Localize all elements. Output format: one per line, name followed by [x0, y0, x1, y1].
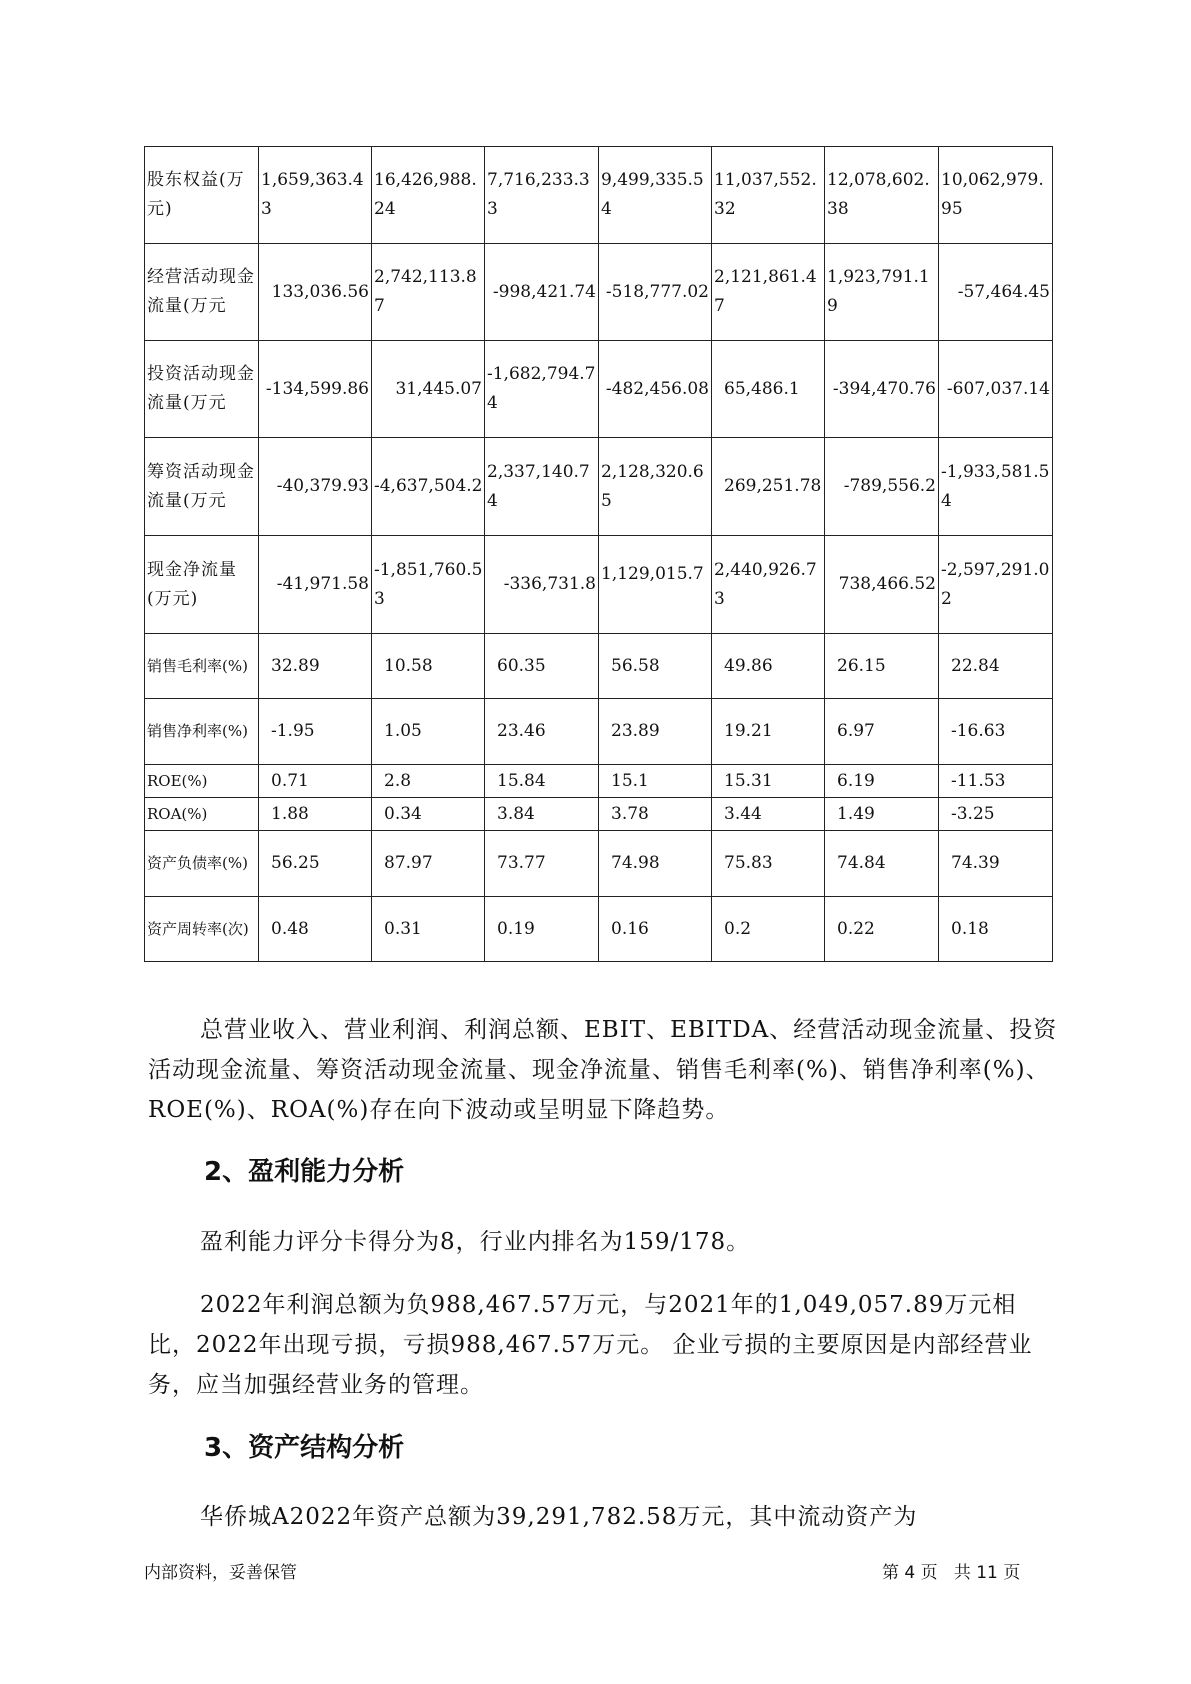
paragraph-text: 盈利能力评分卡得分为8，行业内排名为159/178。	[200, 1229, 751, 1255]
table-cell: 0.2	[712, 897, 825, 962]
table-cell: -1,933,581.54	[939, 438, 1053, 536]
table-cell: 3.44	[712, 798, 825, 831]
table-cell: -2,597,291.02	[939, 536, 1053, 634]
table-cell: 23.89	[599, 699, 712, 765]
table-cell: 11,037,552.32	[712, 147, 825, 244]
table-cell: -1.95	[259, 699, 372, 765]
table-cell: 26.15	[825, 634, 939, 699]
row-label: 销售毛利率(%)	[145, 634, 259, 699]
table-row	[145, 798, 1053, 831]
table-cell: 74.39	[939, 831, 1053, 897]
table-cell: 65,486.1	[712, 341, 825, 438]
table-cell: 0.31	[372, 897, 485, 962]
table-cell: 0.22	[825, 897, 939, 962]
table-cell: 0.34	[372, 798, 485, 831]
table-cell: -336,731.8	[485, 536, 599, 634]
table-cell: 75.83	[712, 831, 825, 897]
row-label: 资产负债率(%)	[145, 831, 259, 897]
table-cell: 56.58	[599, 634, 712, 699]
paragraph-text: 总营业收入、营业利润、利润总额、EBIT、EBITDA、经营活动现金流量、投资活动现金流量、筹资活动现金流量、现金净流量、销售毛利率(%)、销售净利率(%)、ROE(%)、ROA(%)存在向下波动或呈明显下降趋势。	[148, 1017, 1058, 1123]
table-cell: 49.86	[712, 634, 825, 699]
row-label: 股东权益(万元)	[145, 147, 259, 244]
table-cell: -4,637,504.2	[372, 438, 485, 536]
table-cell: 31,445.07	[372, 341, 485, 438]
table-cell: -518,777.02	[599, 244, 712, 341]
table-row	[145, 634, 1053, 699]
table-cell: 19.21	[712, 699, 825, 765]
trend-summary-paragraph	[148, 1010, 1058, 1130]
profit-loss-paragraph	[148, 1285, 1058, 1405]
table-cell: 0.18	[939, 897, 1053, 962]
table-cell: 1,923,791.19	[825, 244, 939, 341]
table-cell: 1,129,015.7	[599, 536, 712, 634]
table-cell: -16.63	[939, 699, 1053, 765]
table-cell: 56.25	[259, 831, 372, 897]
table-cell: 74.98	[599, 831, 712, 897]
table-cell: 6.97	[825, 699, 939, 765]
row-label: 资产周转率(次)	[145, 897, 259, 962]
table-cell: -40,379.93	[259, 438, 372, 536]
table-cell: -3.25	[939, 798, 1053, 831]
table-cell: 0.71	[259, 765, 372, 798]
table-cell: 74.84	[825, 831, 939, 897]
paragraph-text: 2022年利润总额为负988,467.57万元，与2021年的1,049,057.89万元相比，2022年出现亏损，亏损988,467.57万元。 企业亏损的主要原因是内部经营业务，应当加强经营业务的管理。	[148, 1292, 1033, 1398]
table-cell: -482,456.08	[599, 341, 712, 438]
row-label: 筹资活动现金流量(万元	[145, 438, 259, 536]
table-cell: 2.8	[372, 765, 485, 798]
table-cell: 60.35	[485, 634, 599, 699]
table-cell: 32.89	[259, 634, 372, 699]
table-cell: 1.49	[825, 798, 939, 831]
table-cell: 7,716,233.33	[485, 147, 599, 244]
table-cell: 6.19	[825, 765, 939, 798]
table-cell: -789,556.2	[825, 438, 939, 536]
table-row	[145, 765, 1053, 798]
table-row	[145, 897, 1053, 962]
table-cell: 133,036.56	[259, 244, 372, 341]
table-cell: -998,421.74	[485, 244, 599, 341]
table-cell: 738,466.52	[825, 536, 939, 634]
table-cell: 12,078,602.38	[825, 147, 939, 244]
table-cell: 1,659,363.43	[259, 147, 372, 244]
table-row	[145, 699, 1053, 765]
table-cell: 10,062,979.95	[939, 147, 1053, 244]
table-cell: 15.31	[712, 765, 825, 798]
table-cell: 73.77	[485, 831, 599, 897]
section-heading-profitability: 2、盈利能力分析	[204, 1157, 405, 1187]
table-cell: 1.88	[259, 798, 372, 831]
section-heading-asset-structure: 3、资产结构分析	[204, 1433, 405, 1463]
footer-confidential-note: 内部资料，妥善保管	[144, 1563, 297, 1583]
table-cell: 0.16	[599, 897, 712, 962]
row-label: ROA(%)	[145, 798, 259, 831]
table-cell: 2,742,113.87	[372, 244, 485, 341]
table-cell: 269,251.78	[712, 438, 825, 536]
table-row	[145, 244, 1053, 341]
table-cell: 23.46	[485, 699, 599, 765]
table-cell: 9,499,335.54	[599, 147, 712, 244]
row-label: 销售净利率(%)	[145, 699, 259, 765]
table-cell: 0.19	[485, 897, 599, 962]
footer-page-number: 第 4 页 共 11 页	[882, 1563, 1021, 1583]
table-cell: -41,971.58	[259, 536, 372, 634]
table-cell: -134,599.86	[259, 341, 372, 438]
table-cell: 10.58	[372, 634, 485, 699]
profitability-score-paragraph	[148, 1222, 1058, 1262]
table-cell: 16,426,988.24	[372, 147, 485, 244]
table-row	[145, 536, 1053, 634]
table-row	[145, 438, 1053, 536]
row-label: 投资活动现金流量(万元	[145, 341, 259, 438]
row-label: 经营活动现金流量(万元	[145, 244, 259, 341]
row-label: 现金净流量(万元)	[145, 536, 259, 634]
table-cell: 1.05	[372, 699, 485, 765]
table-cell: -11.53	[939, 765, 1053, 798]
table-cell: 2,128,320.65	[599, 438, 712, 536]
table-cell: 2,440,926.73	[712, 536, 825, 634]
financial-metrics-table	[144, 146, 1053, 962]
table-cell: 0.48	[259, 897, 372, 962]
table-row	[145, 147, 1053, 244]
table-cell: 15.84	[485, 765, 599, 798]
table-cell: 87.97	[372, 831, 485, 897]
table-cell: -394,470.76	[825, 341, 939, 438]
table-cell: 2,121,861.47	[712, 244, 825, 341]
table-row	[145, 341, 1053, 438]
table-cell: -57,464.45	[939, 244, 1053, 341]
table-row	[145, 831, 1053, 897]
table-cell: 3.78	[599, 798, 712, 831]
asset-structure-paragraph	[148, 1497, 1058, 1537]
table-cell: 2,337,140.74	[485, 438, 599, 536]
table-cell: -1,851,760.53	[372, 536, 485, 634]
table-cell: 3.84	[485, 798, 599, 831]
row-label: ROE(%)	[145, 765, 259, 798]
paragraph-text: 华侨城A2022年资产总额为39,291,782.58万元，其中流动资产为	[200, 1504, 918, 1530]
table-cell: -607,037.14	[939, 341, 1053, 438]
table-cell: -1,682,794.74	[485, 341, 599, 438]
table-cell: 22.84	[939, 634, 1053, 699]
table-cell: 15.1	[599, 765, 712, 798]
